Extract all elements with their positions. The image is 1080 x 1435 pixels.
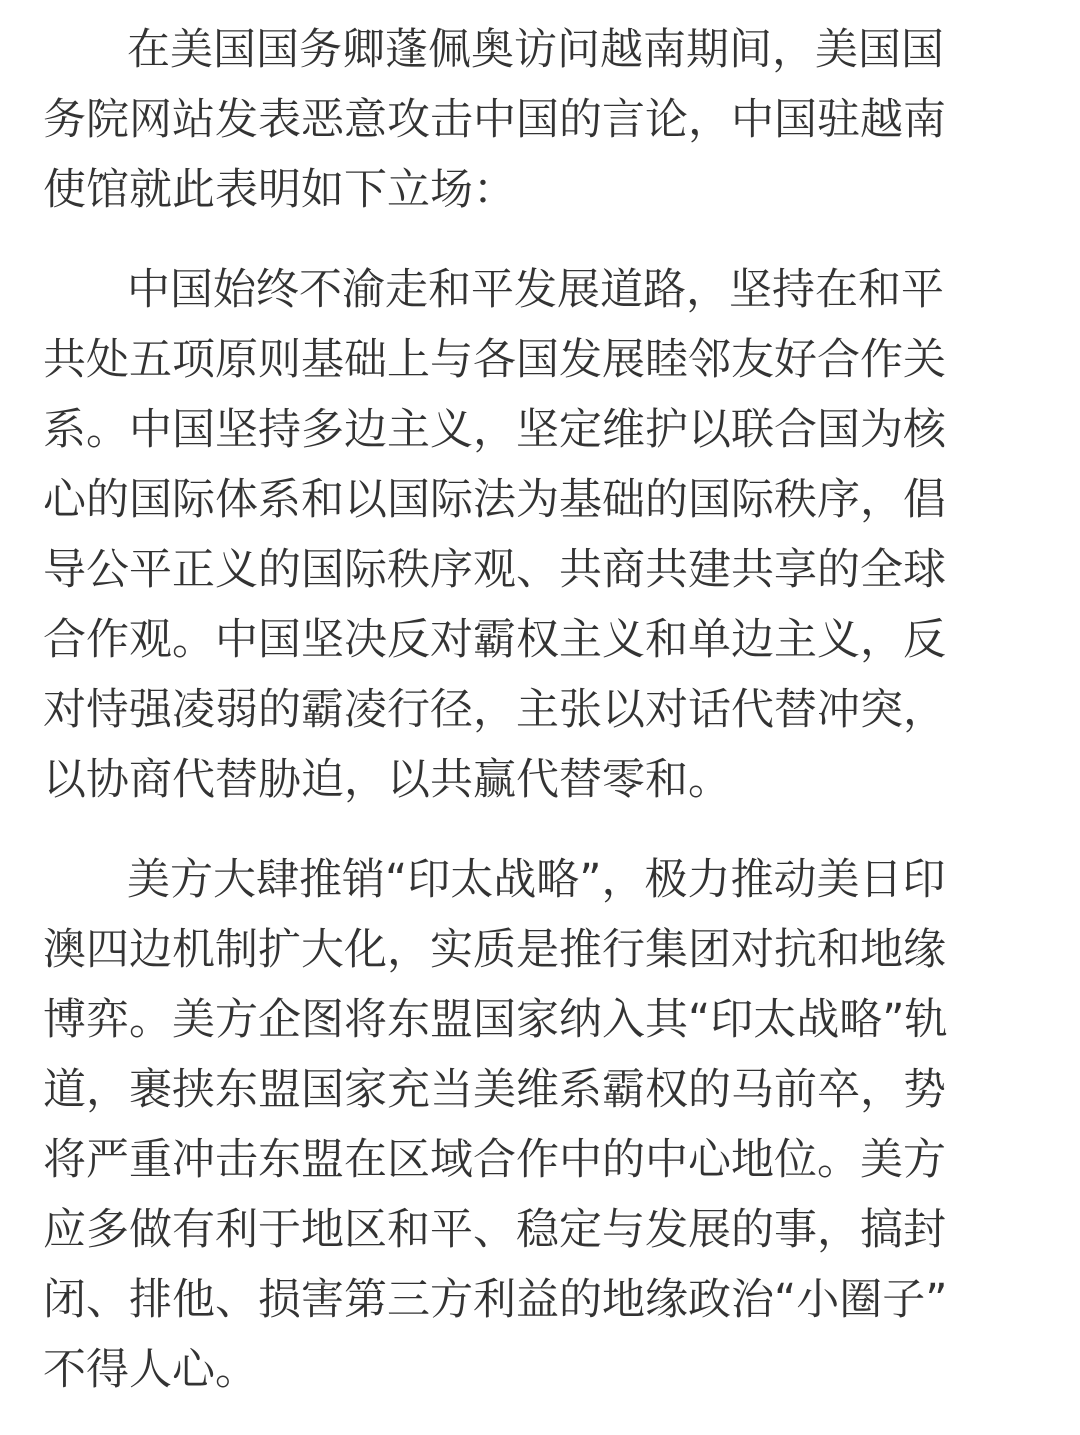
text-line: 以协商代替胁迫，以共赢代替零和。 xyxy=(43,755,731,805)
text-line: 中国始终不渝走和平发展道路，坚持在和平 xyxy=(127,265,944,315)
text-line: 美方大肆推销“印太战略”，极力推动美日印 xyxy=(127,855,946,905)
text-line: 导公平正义的国际秩序观、共商共建共享的全球 xyxy=(43,545,946,595)
paragraph xyxy=(43,845,1080,1405)
paragraph xyxy=(43,255,1080,815)
text-line: 将严重冲击东盟在区域合作中的中心地位。美方 xyxy=(43,1135,946,1185)
text-line: 使馆就此表明如下立场： xyxy=(43,165,516,215)
text-line: 心的国际体系和以国际法为基础的国际秩序，倡 xyxy=(43,475,946,525)
text-line: 博弈。美方企图将东盟国家纳入其“印太战略”轨 xyxy=(43,995,948,1045)
text-line: 闭、排他、损害第三方利益的地缘政治“小圈子” xyxy=(43,1275,948,1325)
text-line: 不得人心。 xyxy=(43,1345,258,1395)
text-line: 应多做有利于地区和平、稳定与发展的事，搞封 xyxy=(43,1205,946,1255)
text-line: 对恃强凌弱的霸凌行径，主张以对话代替冲突， xyxy=(43,685,946,735)
text-line: 在美国国务卿蓬佩奥访问越南期间，美国国 xyxy=(127,25,944,75)
text-line: 共处五项原则基础上与各国发展睦邻友好合作关 xyxy=(43,335,946,385)
text-line: 合作观。中国坚决反对霸权主义和单边主义，反 xyxy=(43,615,946,665)
paragraph xyxy=(43,15,1080,225)
text-line: 务院网站发表恶意攻击中国的言论，中国驻越南 xyxy=(43,95,946,145)
text-line: 道，裹挟东盟国家充当美维系霸权的马前卒，势 xyxy=(43,1065,946,1115)
text-line: 系。中国坚持多边主义，坚定维护以联合国为核 xyxy=(43,405,946,455)
text-line: 澳四边机制扩大化，实质是推行集团对抗和地缘 xyxy=(43,925,946,975)
